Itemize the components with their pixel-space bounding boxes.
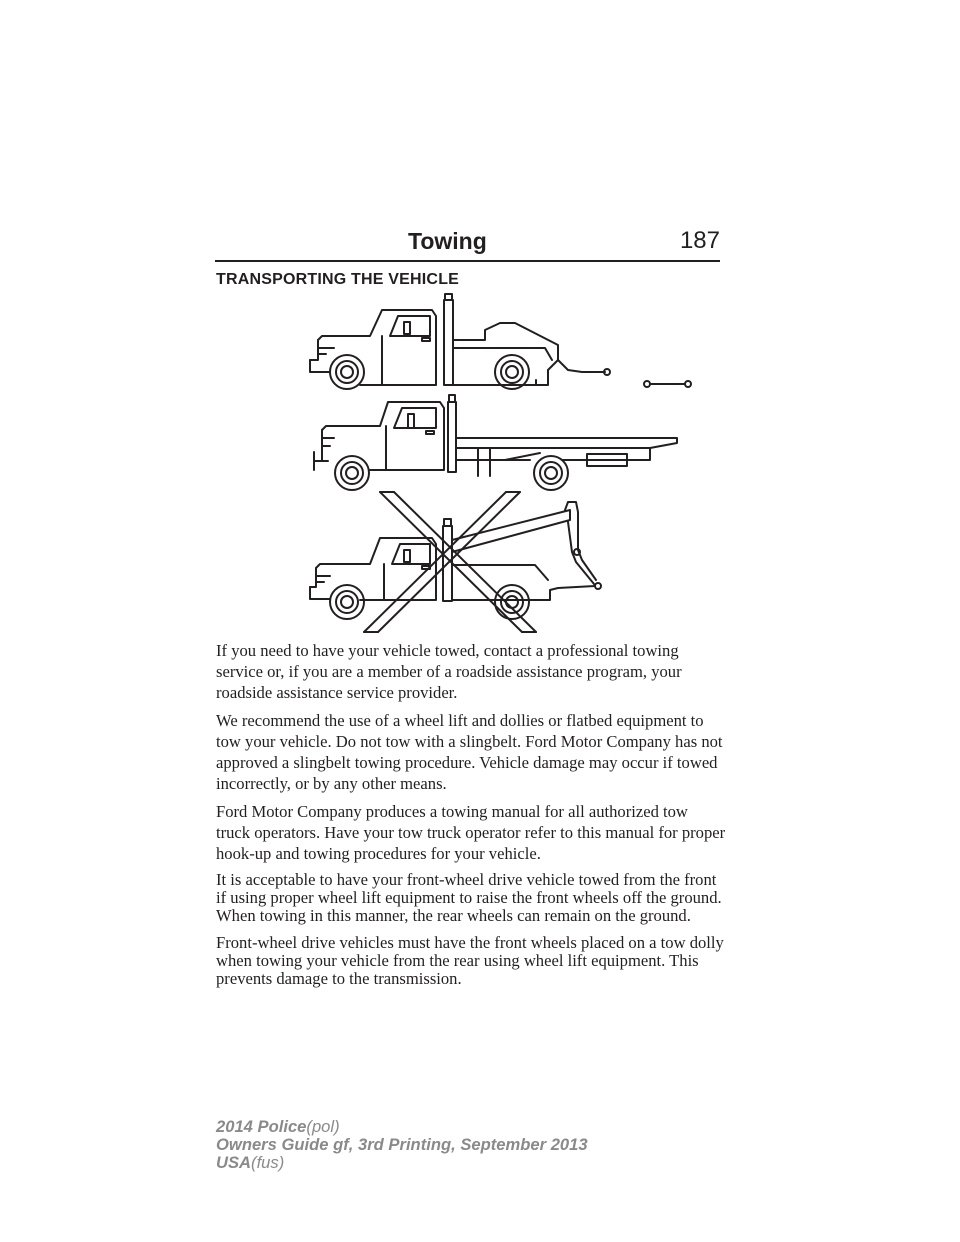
header-rule [215,260,720,262]
page-header [215,226,720,260]
paragraph: We recommend the use of a wheel lift and dollies or flatbed equipment to tow your vehicle. Do not tow with a slingbelt. Ford Motor Company has not approved a slingbelt towing procedure. Vehicle damage may occur if towed incorrectly, or by any other means. [216,711,723,793]
chapter-title: Towing [408,228,487,254]
wheel-lift-tow-truck [310,294,691,389]
tow-truck-illustration [300,290,710,635]
flatbed-tow-truck [314,395,677,490]
footer-market: USA [216,1153,252,1172]
footer-line-3 [216,1154,588,1172]
prohibited-x-icon [364,492,536,632]
footer-market-code: (fus) [251,1153,285,1172]
body-text [216,640,726,997]
paragraph: Ford Motor Company produces a towing manual for all authorized tow truck operators. Have your tow truck operator refer to this manual for proper hook-up and towing procedures for your vehicle. [216,802,726,863]
footer-line-1 [216,1118,588,1136]
paragraph: If you need to have your vehicle towed, contact a professional towing service or, if you are a member of a roadside assistance program, your roadside assistance service provider. [216,641,682,702]
footer-vehicle-code: (pol) [306,1117,340,1136]
paragraph: It is acceptable to have your front-wheel drive vehicle towed from the front if using proper wheel lift equipment to raise the front wheels off the ground. When towing in this manner, the rear wheels can remain on the ground. [216,870,722,925]
page-number: 187 [679,227,720,254]
footer-vehicle: 2014 Police [216,1117,307,1136]
footer-line-2: Owners Guide gf, 3rd Printing, September 2013 [216,1135,588,1154]
paragraph: Front-wheel drive vehicles must have the front wheels placed on a tow dolly when towing your vehicle from the rear using wheel lift equipment. This prevents damage to the transmission. [216,933,724,988]
section-title: TRANSPORTING THE VEHICLE [216,271,460,288]
slingbelt-tow-truck [310,502,601,619]
page-footer [216,1118,588,1172]
